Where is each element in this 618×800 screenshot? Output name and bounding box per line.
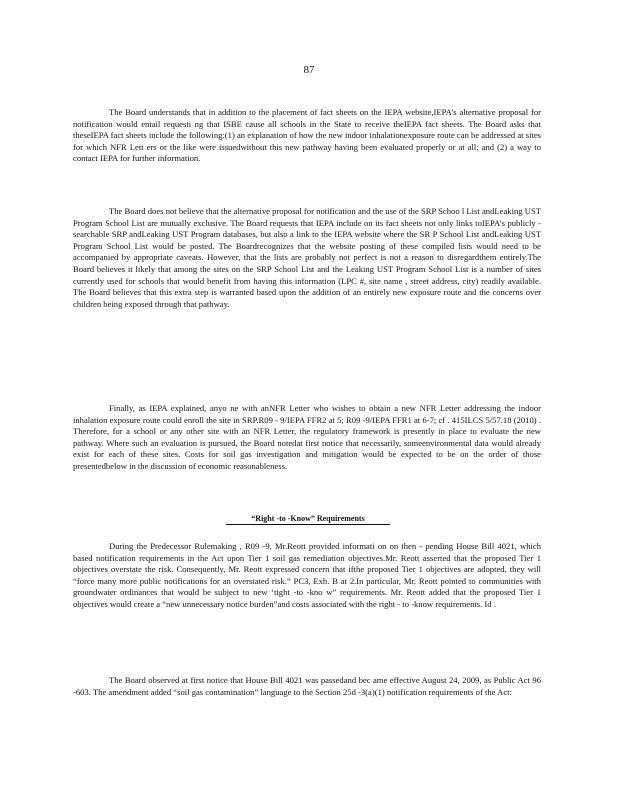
paragraph-fact-sheets — [73, 107, 541, 165]
paragraph-text: During the Predecessor Rulemaking , R09 -9, Mr.Reott provided informati on on then - pending House Bill 4021, which based notification requirements in the Act upon Tier 1 soil gas remediation objectives.Mr. Reott asserted that the proposed Tier 1 objectives overstate the risk. Consequently, Mr. Reott expressed concern that ifthe proposed Tier 1 objectives are adopted, they will “force many more public notifications for an overstated risk.” PC3, Exh. B at 2.In particular, Mr. Reott pointed to communities with groundwater ordinances that would be subject to new ‘tight -to -kno w” requirements. Mr. Reott added that the proposed Tier 1 objectives would create a “new unnecessary notice burden”and costs associated with the right - to -know requirements. Id . — [73, 541, 541, 609]
paragraph-house-bill — [73, 675, 541, 698]
paragraph-text: Finally, as IEPA explained, anyo ne with anNFR Letter who wishes to obtain a new NFR Letter addressing the indoor inhalation exposure route could enroll the site in SRP.R09 - 9/IEPA FFR2 at 5; R09 -9/IEPA FFR1 at 6-7; cf . 415ILCS 5/57.18 (2010) . Therefore, for a school or any other site with an NFR Letter, the regulatory framework is presently in place to evaluate the new pathway. Where such an evaluation is pursued, the Board notedat first notice that necessarily, someenvironmental data would already exist for each of these sites. Costs for soil gas investigation and mitigation would be expected to be on the order of those presentedbelow in the discussion of economic reasonableness. — [73, 403, 541, 471]
paragraph-school-lists — [73, 206, 541, 310]
paragraph-predecessor-rulemaking — [73, 541, 541, 611]
paragraph-text: The Board does not believe that the alternative proposal for notification and the use of the SRP Schoo l List andLeaking UST Program School List are mutually exclusive. The Board requests that IEPA include on its fact sheets not only links toIEPA’s publicly - searchable SRP andLeaking UST Program databases, but also a link to the IEPA website where the SR P School List andLeaking UST Program School List would be posted. The Boardrecognizes that the website posting of these compiled lists would need to be accompanied by appropriate caveats. However, that the lists are probably not perfect is not a reason to disregardthem entirely.The Board believes it likely that among the sites on the SRP School List and the Leaking UST Program School List is a number of sites currently used for schools that would benefit from having this information (LPC #, site name , street address, city) readily available. The Board believes that this extra step is warranted based upon the addition of an entirely new exposure route and the concerns over children being exposed through that pathway. — [73, 206, 541, 309]
paragraph-text: The Board understands that in addition to the placement of fact sheets on the IEPA website,IEPA’s alternative proposal for notification would entail requesti ng that ISBE cause all schools in the State to receive theIEPA fact sheets. The Board asks that theseIEPA fact sheets include the following:(1) an explanation of how the new indoor inhalationexposure route can be addressed at sites for which NFR Lett ers or the like were issuedwithout this new pathway having been evaluated properly or at all; and (2) a way to contact IEPA for further information. — [73, 107, 541, 164]
page-number: 87 — [303, 64, 315, 76]
section-heading: “Right -to -Know” Requirements — [226, 514, 390, 525]
paragraph-text: The Board observed at first notice that House Bill 4021 was passedand bec ame effective August 24, 2009, as Public Act 96 -603. The amendment added “soil gas contamination” language to the Section 25d -3(a)(1) notification requirements of the Act: — [73, 675, 541, 697]
paragraph-nfr-letter — [73, 403, 541, 473]
